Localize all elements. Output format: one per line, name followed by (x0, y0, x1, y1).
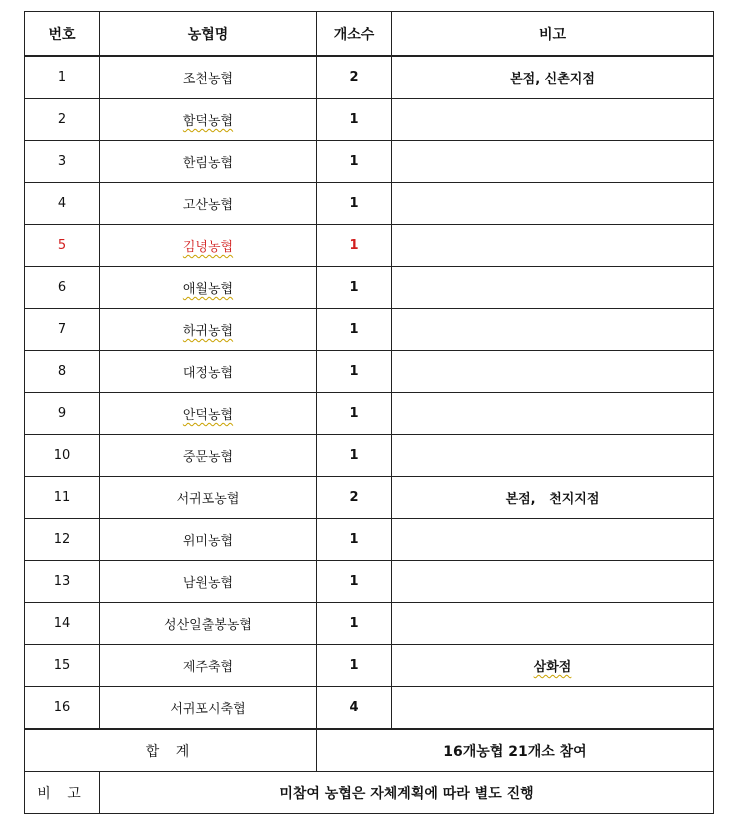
row-name-text: 함덕농협 (182, 114, 234, 129)
row-no: 14 (25, 603, 100, 645)
table-row (25, 561, 714, 603)
table-row (25, 645, 714, 687)
row-count: 1 (317, 603, 392, 645)
row-name: 성산일출봉농협 (100, 603, 317, 645)
row-count: 1 (317, 225, 392, 267)
row-name (100, 393, 317, 435)
row-name-text: 김녕농협 (182, 240, 234, 255)
row-note: 본점, 신촌지점 (392, 56, 714, 99)
table-row (25, 141, 714, 183)
row-name: 제주축협 (100, 645, 317, 687)
row-no: 4 (25, 183, 100, 225)
row-count: 1 (317, 309, 392, 351)
row-count: 1 (317, 645, 392, 687)
remark-value: 미참여 농협은 자체계획에 따라 별도 진행 (100, 772, 714, 814)
table-row (25, 99, 714, 141)
row-no: 1 (25, 56, 100, 99)
row-name (100, 309, 317, 351)
row-no: 6 (25, 267, 100, 309)
table-row-highlighted (25, 225, 714, 267)
row-no: 5 (25, 225, 100, 267)
header-count: 개소수 (317, 12, 392, 57)
row-count: 1 (317, 99, 392, 141)
row-name: 서귀포농협 (100, 477, 317, 519)
table-row (25, 351, 714, 393)
row-note-text: 삼화점 (533, 660, 572, 675)
row-note (392, 603, 714, 645)
row-count: 1 (317, 351, 392, 393)
participation-table (24, 11, 714, 814)
row-name: 대정농협 (100, 351, 317, 393)
remark-row (25, 772, 714, 814)
row-no: 10 (25, 435, 100, 477)
row-count: 1 (317, 393, 392, 435)
table-row (25, 309, 714, 351)
header-name: 농협명 (100, 12, 317, 57)
row-note (392, 99, 714, 141)
total-row (25, 729, 714, 772)
row-note (392, 141, 714, 183)
row-count: 1 (317, 561, 392, 603)
total-label: 합 계 (25, 729, 317, 772)
row-note (392, 645, 714, 687)
row-note (392, 267, 714, 309)
row-name: 중문농협 (100, 435, 317, 477)
row-count: 2 (317, 477, 392, 519)
table-row (25, 183, 714, 225)
row-note (392, 435, 714, 477)
row-note (392, 687, 714, 730)
total-value: 16개농협 21개소 참여 (317, 729, 714, 772)
row-no: 16 (25, 687, 100, 730)
row-note (392, 561, 714, 603)
row-note (392, 225, 714, 267)
table-row (25, 267, 714, 309)
row-count: 1 (317, 267, 392, 309)
row-name (100, 225, 317, 267)
row-no: 12 (25, 519, 100, 561)
row-name (100, 267, 317, 309)
row-no: 3 (25, 141, 100, 183)
row-count: 1 (317, 141, 392, 183)
row-note (392, 183, 714, 225)
row-name: 남원농협 (100, 561, 317, 603)
row-count: 4 (317, 687, 392, 730)
table-row (25, 477, 714, 519)
table-row (25, 435, 714, 477)
row-count: 1 (317, 435, 392, 477)
table-row (25, 56, 714, 99)
row-no: 11 (25, 477, 100, 519)
row-name: 서귀포시축협 (100, 687, 317, 730)
row-name: 고산농협 (100, 183, 317, 225)
row-no: 9 (25, 393, 100, 435)
row-name-text: 안덕농협 (182, 408, 234, 423)
row-note (392, 393, 714, 435)
row-no: 2 (25, 99, 100, 141)
row-no: 13 (25, 561, 100, 603)
row-name: 조천농협 (100, 56, 317, 99)
header-no: 번호 (25, 12, 100, 57)
row-count: 1 (317, 183, 392, 225)
table-row (25, 687, 714, 730)
table-row (25, 519, 714, 561)
row-count: 1 (317, 519, 392, 561)
row-name (100, 99, 317, 141)
row-name-text: 애월농협 (182, 282, 234, 297)
row-note (392, 519, 714, 561)
row-no: 8 (25, 351, 100, 393)
table-row (25, 603, 714, 645)
row-no: 15 (25, 645, 100, 687)
row-note (392, 309, 714, 351)
row-note: 본점, 천지지점 (392, 477, 714, 519)
header-note: 비고 (392, 12, 714, 57)
table-row (25, 393, 714, 435)
header-row (25, 12, 714, 57)
row-name: 한림농협 (100, 141, 317, 183)
row-note (392, 351, 714, 393)
row-no: 7 (25, 309, 100, 351)
remark-label: 비 고 (25, 772, 100, 814)
row-count: 2 (317, 56, 392, 99)
row-name: 위미농협 (100, 519, 317, 561)
row-name-text: 하귀농협 (182, 324, 234, 339)
